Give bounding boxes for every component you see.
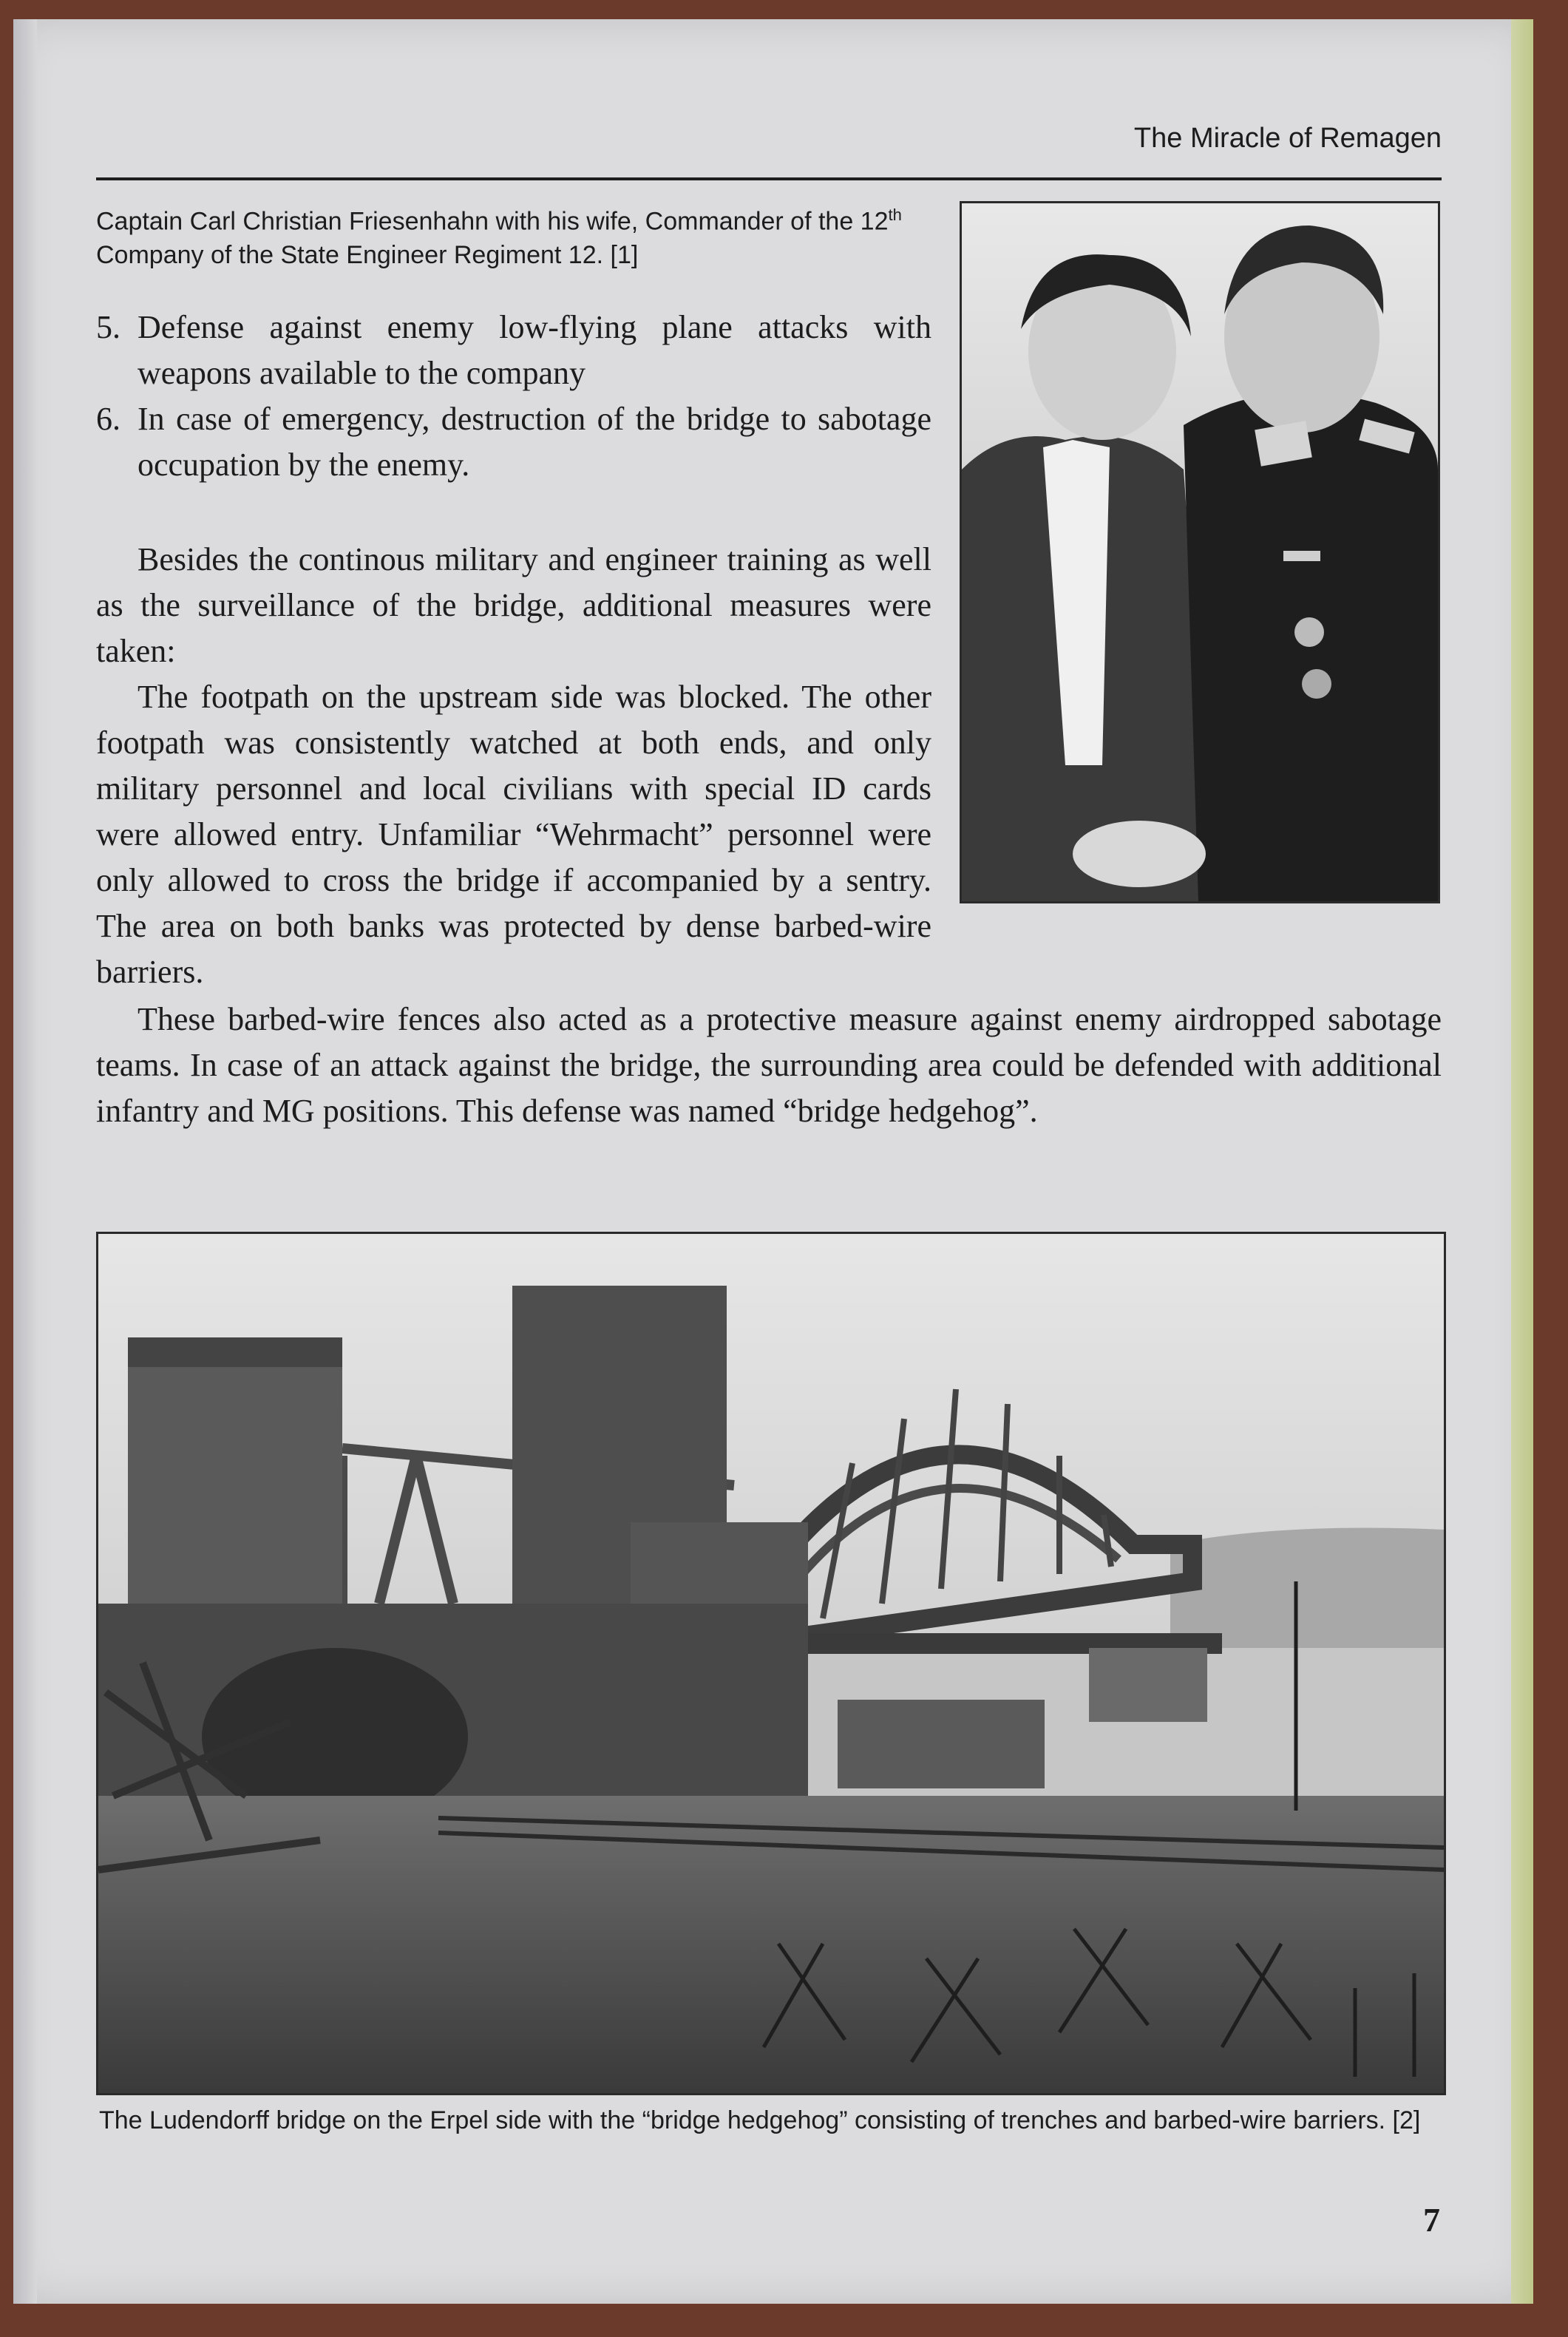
bridge-photo: [96, 1232, 1446, 2095]
photo-caption-top: [96, 198, 946, 272]
caption-superscript: th: [888, 206, 902, 224]
page-number: 7: [1423, 2201, 1440, 2239]
paragraph-hedgehog: These barbed-wire fences also acted as a protective measure against enemy airdropped sabotage teams. In case of an attack against the bridge, the surrounding area could be defended with additional infantry and MG positions. This defense was named “bridge hedgehog”.: [96, 1001, 1442, 1129]
running-title: The Miracle of Remagen: [1133, 123, 1442, 154]
header-rule: [96, 177, 1442, 180]
numbered-list: [96, 305, 931, 488]
list-item-number: 5.: [96, 309, 121, 345]
couple-portrait-image: [962, 203, 1438, 901]
page-edge: [1511, 19, 1533, 2304]
caption-text-end: Company of the State Engineer Regiment 12. [1]: [96, 241, 639, 270]
paragraph-body: The footpath on the upstream side was blocked. The other footpath was consistently watched at both ends, and only military personnel and local civilians with special ID cards were allowed entry. Unfamiliar “Wehrmacht” personnel were only allowed to cross the bridge if accompanied by a sentry. The area on both banks was protected by dense barbed-wire barriers.: [96, 679, 931, 990]
couple-portrait-photo: [960, 201, 1440, 903]
list-item-number: 6.: [96, 401, 121, 437]
bridge-image: [98, 1234, 1444, 2093]
facing-page-strip: [13, 19, 37, 2304]
book-page: [13, 19, 1533, 2304]
list-item: [96, 305, 931, 396]
list-item-text: Defense against enemy low-flying plane attacks with weapons available to the company: [138, 309, 931, 391]
paragraph-measures: [96, 537, 931, 995]
paragraph-intro: Besides the continous military and engineer training as well as the surveillance of the bridge, additional measures were taken:: [96, 541, 931, 669]
list-item-text: In case of emergency, destruction of the bridge to sabotage occupation by the enemy.: [138, 401, 931, 483]
photo-caption-bottom: The Ludendorff bridge on the Erpel side with the “bridge hedgehog” consisting of trenches and barbed-wire barriers. [2]: [99, 2106, 1421, 2134]
caption-text-start: Captain Carl Christian Friesenhahn with his wife, Commander of the 12: [96, 207, 889, 236]
list-item: [96, 396, 931, 488]
